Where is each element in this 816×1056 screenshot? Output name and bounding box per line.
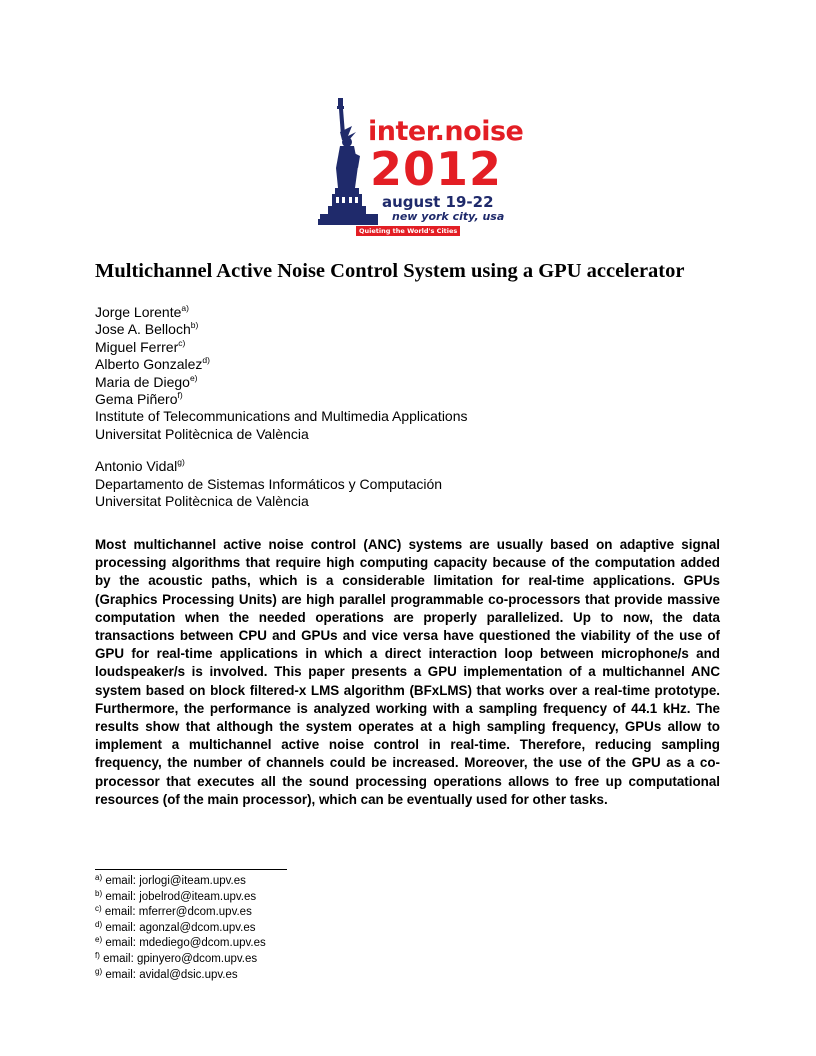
logo-year: 2012 [370,142,503,196]
affiliation-line: Universitat Politècnica de València [95,425,309,442]
footnote [95,936,495,952]
author-mark: a) [181,303,189,313]
footnote-mark: b) [95,888,103,898]
footnote-mark: c) [95,904,102,914]
author-name: Antonio Vidal [95,458,178,475]
footnote-email: email: mferrer@dcom.upv.es [104,906,252,919]
author-block [95,304,715,510]
footnote-email: email: gpinyero@dcom.upv.es [103,952,258,965]
author-name: Jorge Lorente [95,304,182,320]
author-mark: f) [177,390,183,401]
author-line [95,339,715,356]
footnote [95,921,495,937]
footnote [95,952,495,968]
author-line [95,321,715,338]
footnote [95,890,495,906]
author-line [95,374,715,391]
author-line [95,356,715,373]
paper-title: Multichannel Active Noise Control System using a GPU accelerator [95,260,685,282]
footnote-mark: a) [95,873,103,882]
author-name: Miguel Ferrer [95,338,179,355]
author-mark: d) [202,355,210,366]
author-mark: g) [177,457,185,468]
author-name: Maria de Diego [95,373,190,390]
author-mark: e) [189,372,198,383]
author-line [95,458,715,475]
footnote-divider [95,869,287,870]
affiliation-line: Institute of Telecommunications and Multimedia Applications [95,408,468,425]
footnote-mark: g) [95,966,103,976]
footnote-mark: d) [95,919,103,929]
affiliation-line: Universitat Politècnica de València [95,493,309,510]
footnote-email: email: mdediego@dcom.upv.es [105,937,266,950]
conference-logo [318,96,524,244]
footnote-mark: f) [95,950,100,960]
author-line [95,304,715,321]
author-mark: c) [178,337,186,348]
author-name: Jose A. Belloch [95,321,191,338]
author-mark: b) [190,320,199,331]
logo-dates: august 19-22 [382,193,494,211]
footnote-email: email: jorlogi@iteam.upv.es [105,875,246,887]
author-name: Gema Piñero [95,391,178,408]
author-name: Alberto Gonzalez [95,356,203,373]
footnote [95,874,495,890]
footnote-email: email: agonzal@dcom.upv.es [105,921,256,934]
footnote [95,905,495,921]
footnotes [95,874,495,983]
abstract: Most multichannel active noise control (ANC) systems are usually based on adaptive signal processing algorithms that require high computing capacity because of the computation added by the acoustic paths, which is a considerable limitation for real-time applications. GPUs (Graphics Processing Units) are high parallel programmable co-processors that provide massive computation when the needed operations are properly parallelized. Up to now, the data transactions between CPU and GPUs and vice versa have questioned the viability of the use of GPU for real-time applications in which a direct interaction loop between microphone/s and loudspeaker/s is involved. This paper presents a GPU implementation of a multichannel ANC system based on block filtered-x LMS algorithm (BFxLMS) that works over a real-time prototype. Furthermore, the performance is analyzed working with a sampling frequency of 44.1 kHz. The results show that although the system operates at a high sampling frequency, GPUs allow to implement a multichannel active noise control in real-time. Therefore, reducing sampling frequency, the number of channels could be increased. Moreover, the use of the GPU as a co-processor that executes all the sound processing operations allows to free up computational resources (of the main processor), which can be eventually used for other tasks. [95,537,720,807]
logo-tagline: Quieting the World's Cities [356,226,460,236]
footnote [95,968,495,984]
affiliation-line: Departamento de Sistemas Informáticos y Computación [95,475,443,492]
logo-brand: inter.noise [368,116,524,147]
footnote-mark: e) [95,935,103,945]
footnote-email: email: jobelrod@iteam.upv.es [105,890,257,903]
spacer [95,443,715,458]
author-line [95,391,715,408]
footnote-email: email: avidal@dsic.upv.es [105,968,238,981]
logo-city: new york city, usa [392,210,505,223]
